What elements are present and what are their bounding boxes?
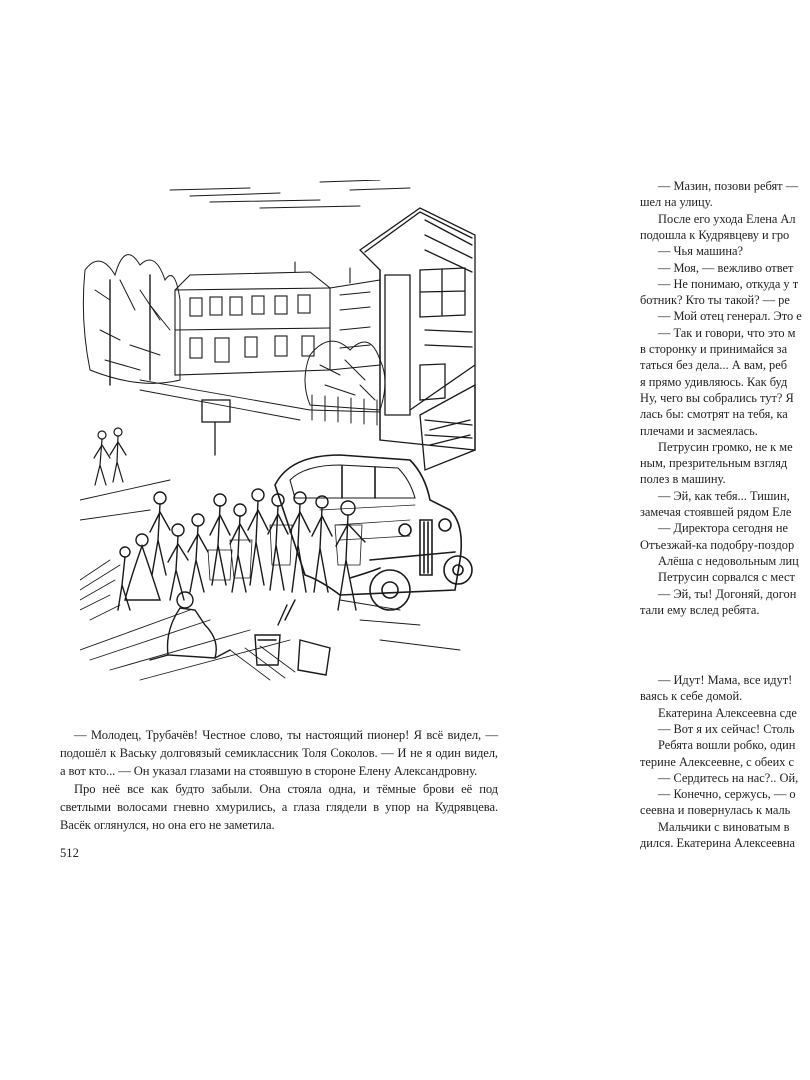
text-line: я прямо удивляюсь. Как буд xyxy=(640,374,788,389)
text-line: После его ухода Елена Ал xyxy=(658,211,796,226)
text-line: — Так и говори, что это м xyxy=(658,325,796,340)
text-line: шел на улицу. xyxy=(640,195,713,210)
text-line: Петрусин громко, не к ме xyxy=(658,439,793,454)
text-line: Петрусин сорвался с мест xyxy=(658,570,795,585)
paragraph: — Молодец, Трубачёв! Честное слово, ты настоящий пионер! Я всё видел, — подошёл к Ваську долговязый семиклассник Толя Соколов. — И не я один видел, а вот кто... — Он указал глазами на стоявшую в стороне Елену Александровну. xyxy=(60,728,498,778)
text-line: ным, презрительным взгляд xyxy=(640,456,788,471)
text-line: замечая стоявшей рядом Еле xyxy=(640,505,792,519)
text-line: терине Алексеевне, с обеих с xyxy=(640,754,794,769)
paragraph: Про неё все как будто забыли. Она стояла одна, и тёмные брови её под светлыми волосами гневно хмурились, а глаза глядели в упор на Кудрявцева. Васёк оглянулся, но она его не заметила. xyxy=(60,782,498,832)
text-line: Отъезжай-ка подобру-поздор xyxy=(640,537,795,552)
text-line: Мальчики с виноватым в xyxy=(658,819,790,834)
text-line: — Мой отец генерал. Это е xyxy=(658,309,802,324)
text-line: лась бы: смотрят на тебя, ка xyxy=(640,407,788,422)
text-line: — Конечно, сержусь, — о xyxy=(658,787,796,802)
text-line: — Эй, ты! Догоняй, догон xyxy=(658,586,797,601)
text-line: — Не понимаю, откуда у т xyxy=(658,276,799,291)
text-line: Ну, чего вы собрались тут? Я xyxy=(640,390,794,405)
text-line: ботник? Кто ты такой? — ре xyxy=(640,293,790,308)
text-line: в сторонку и принимайся за xyxy=(640,342,788,356)
text-line: Екатерина Алексеевна сде xyxy=(658,705,797,720)
text-line: — Вот я их сейчас! Столь xyxy=(658,721,795,736)
text-line: — Эй, как тебя... Тишин, xyxy=(658,488,790,503)
text-line: — Чья машина? xyxy=(658,244,744,259)
text-line: плечами и засмеялась. xyxy=(640,423,758,438)
text-line: — Мазин, позови ребят — xyxy=(658,179,799,193)
text-line: сеевна и повернулась к маль xyxy=(640,803,791,818)
text-line: таться без дела... А вам, реб xyxy=(640,358,788,373)
text-line: — Идут! Мама, все идут! xyxy=(658,673,793,687)
text-line: — Директора сегодня не xyxy=(658,521,788,536)
text-line: полез в машину. xyxy=(640,472,726,487)
text-line: — Моя, — вежливо ответ xyxy=(658,260,794,275)
text-line: подошла к Кудрявцеву и гро xyxy=(640,227,790,242)
page-number: 512 xyxy=(60,846,79,860)
text-line: Ребята вошли робко, один xyxy=(658,738,796,753)
text-line: — Сердитесь на нас?.. Ой, xyxy=(658,770,799,785)
text-line: ваясь к себе домой. xyxy=(640,689,743,704)
text-line: тали ему вслед ребята. xyxy=(640,602,760,617)
left-body-text xyxy=(60,726,498,834)
street-scene-illustration xyxy=(80,180,480,700)
right-page xyxy=(630,0,810,1080)
text-line: Алёша с недовольным лиц xyxy=(658,553,799,568)
text-line: дился. Екатерина Алексеевна xyxy=(640,836,796,850)
